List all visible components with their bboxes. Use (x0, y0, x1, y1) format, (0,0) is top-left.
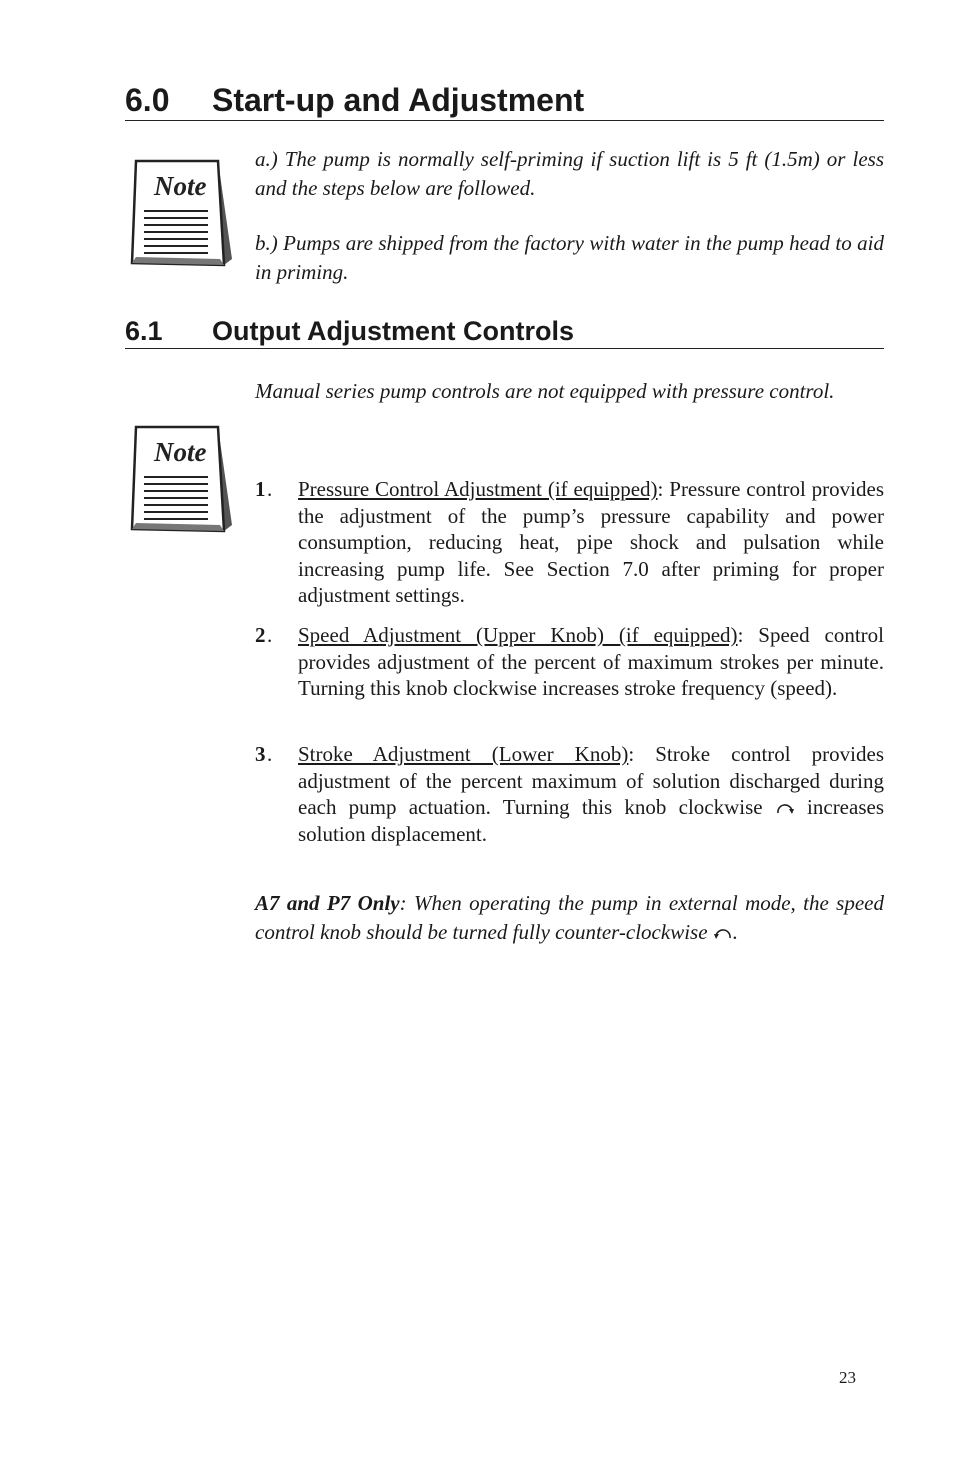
section-heading-6-1 (125, 314, 884, 349)
list-item-number: 1 (255, 477, 266, 501)
counter-clockwise-arrow-icon (713, 924, 733, 940)
note-icon (128, 155, 236, 267)
section-heading-6-0 (125, 80, 884, 121)
list-item-text: : Speed control provides adjustment of the percent of maximum strokes per minute. Turning this knob clockwise increases stroke frequency (speed). (298, 623, 884, 700)
list-item-number: 3 (255, 742, 266, 766)
list-item-text: increases solution displacement. (298, 795, 884, 846)
list-item-text: : Pressure control provides the adjustment of the pump’s pressure capability and power consumption, reducing heat, pipe shock and pulsation while increasing pump life. See Section 7.0 after priming for proper adjustment settings. (298, 477, 884, 607)
list-item-number: 2 (255, 623, 266, 647)
list-item-body (298, 622, 884, 702)
a7-p7-note (255, 889, 884, 947)
manual-series-note: Manual series pump controls are not equipped with pressure control. (255, 379, 835, 403)
a7-p7-text: : When operating the pump in external mode, the speed control knob should be turned fully counter-clockwise (255, 891, 885, 944)
list-item-title: Speed Adjustment (Upper Knob) (if equipped) (298, 623, 738, 647)
note-icon (128, 421, 236, 533)
list-item: 2 . Speed Adjustment (Upper Knob) (if equipped): Speed control provides adjustment of the percent of maximum strokes per minute. Turning this knob clockwise increases stroke frequency (speed). (255, 623, 884, 700)
list-item-body (298, 476, 884, 609)
a7-p7-label: A7 and P7 Only (255, 891, 400, 915)
list-item-title: Pressure Control Adjustment (if equipped) (298, 477, 658, 501)
list-item-body (298, 741, 884, 847)
list-item-title: Stroke Adjustment (Lower Knob) (298, 742, 629, 766)
subsection-number: 6.1 (125, 316, 163, 346)
clockwise-arrow-icon (775, 799, 795, 815)
note-a: a.) The pump is normally self-priming if suction lift is 5 ft (1.5m) or less and the steps below are followed. (255, 147, 884, 200)
list-item: 1 . Pressure Control Adjustment (if equipped): Pressure control provides the adjustment of the pump’s pressure capability and power consumption, reducing heat, pipe shock and pulsation while increasing pump life. See Section 7.0 after priming for proper adjustment settings. (255, 477, 884, 607)
note-icon-label: Note (154, 437, 207, 467)
a7-p7-end: . (732, 920, 739, 944)
note-b: b.) Pumps are shipped from the factory with water in the pump head to aid in priming. (255, 231, 884, 284)
page-number: 23 (839, 1368, 856, 1387)
section-number: 6.0 (125, 82, 170, 118)
section-title: Start-up and Adjustment (212, 82, 585, 118)
list-item: 3 . Stroke Adjustment (Lower Knob): Stroke control provides adjustment of the percent maximum of solution discharged during each pump actuation. Turning this knob clockwise increases solution displacement. (255, 742, 884, 846)
subsection-title: Output Adjustment Controls (212, 316, 574, 346)
note-icon-label: Note (154, 171, 207, 201)
list-item-text: : Stroke control provides adjustment of the percent maximum of solution discharged during each pump actuation. Turning this knob clockwise (298, 742, 884, 819)
